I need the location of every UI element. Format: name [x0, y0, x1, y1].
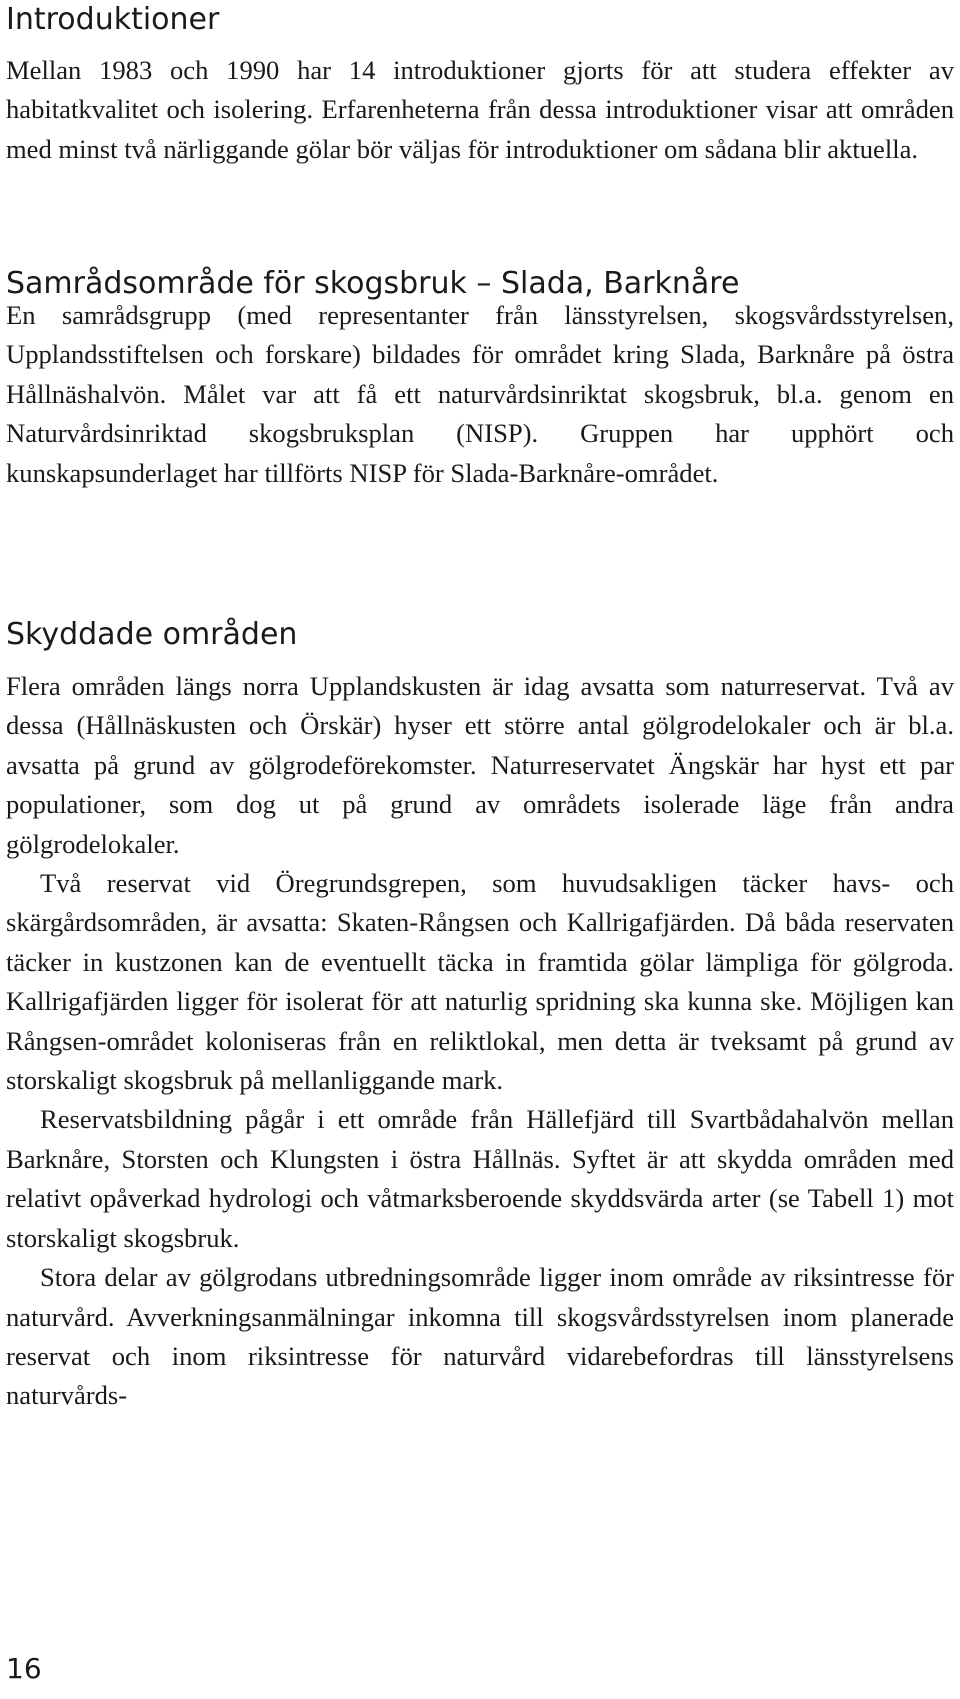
paragraph-skydd-1: Flera områden längs norra Upplandskusten är idag avsatta som naturreservat. Två av dessa (Hållnäskusten och Örskär) hyser ett större antal gölgrodelokaler och är bl.a. avsatta på grund av gölgrodeförekomster. Naturreservatet Ängskär har hyst ett par populationer, som dog ut på grund av områdets isolerade läge från andra gölgrodelokaler.: [6, 671, 954, 859]
section-heading-introduktioner: Introduktioner: [6, 2, 220, 37]
paragraph-introduktioner: Mellan 1983 och 1990 har 14 introduktioner gjorts för att studera effekter av habitatkvalitet och isolering. Erfarenheterna från dessa introduktioner visar att områden med minst två närliggande gölar bör väljas för introduktioner om sådana blir aktuella.: [6, 55, 954, 164]
paragraph-skydd-4: Stora delar av gölgrodans utbredningsområde ligger inom område av riksintresse för naturvård. Avverkningsanmälningar inkomna till skogsvårdsstyrelsen inom planerade reservat och inom riksintresse för naturvård vidarebefordras till länsstyrelsens naturvårds-: [6, 1262, 954, 1411]
paragraph-skydd-2: Två reservat vid Öregrundsgrepen, som huvudsakligen täcker havs- och skärgårdsområden, är avsatta: Skaten-Rångsen och Kallrigafjärden. Då båda reservaten täcker in kustzonen kan de eventuellt täcka in framtida gölar lämpliga för gölgroda. Kallrigafjärden ligger för isolerat för att naturlig spridning ska kunna ske. Möjligen kan Rångsen-området koloniseras från en reliktlokal, men detta är tveksamt på grund av storskaligt skogsbruk på mellanliggande mark.: [6, 868, 954, 1096]
page-number: 16: [6, 1652, 42, 1685]
paragraph-skydd-3: Reservatsbildning pågår i ett område från Hällefjärd till Svartbådahalvön mellan Barknåre, Storsten och Klungsten i östra Hållnäs. Syftet är att skydda områden med relativt opåverkad hydrologi och våtmarksberoende skyddsvärda arter (se Tabell 1) mot storskaligt skogsbruk.: [6, 1104, 954, 1253]
section-heading-skyddade-omraden: Skyddade områden: [6, 617, 298, 652]
paragraph-samradsomrade: En samrådsgrupp (med representanter från länsstyrelsen, skogsvårdsstyrelsen, Upplandsstiftelsen och forskare) bildades för området kring Slada, Barknåre på östra Hållnäshalvön. Målet var att få ett naturvårdsinriktat skogsbruk, bl.a. genom en Naturvårdsinriktad skogsbruksplan (NISP). Gruppen har upphört och kunskapsunderlaget har tillförts NISP för Slada-Barknåre-området.: [6, 300, 954, 488]
section-heading-samradsomrade: Samrådsområde för skogsbruk – Slada, Barknåre: [6, 266, 740, 301]
skyddade-omraden-body: [6, 667, 954, 1416]
